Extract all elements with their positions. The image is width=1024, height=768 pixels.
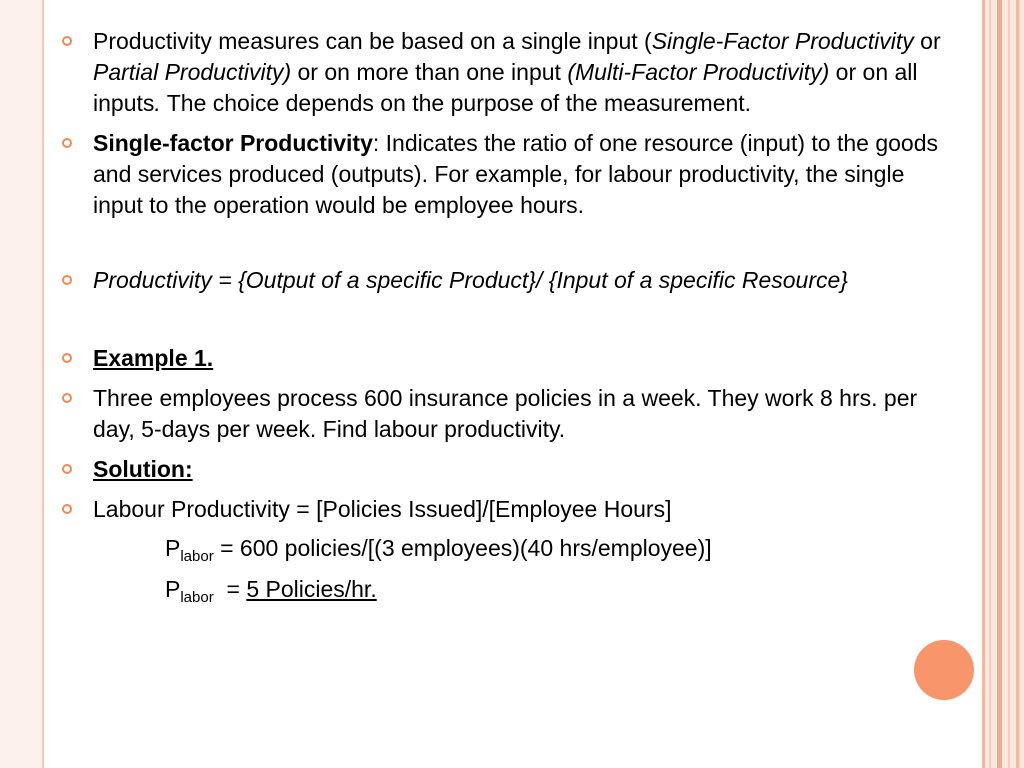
- bullet-icon: [62, 504, 72, 514]
- slide-frame-left: [0, 0, 44, 768]
- bullet-single-factor-productivity: Single-factor Productivity: Indicates the ratio of one resource (input) to the goods and services produced (outputs). For example, for labour productivity, the single input to the operation would be employee hours.: [62, 128, 942, 221]
- frame-stripe: [1008, 0, 1010, 768]
- bullet-icon: [62, 138, 72, 148]
- slide-body: [62, 26, 942, 605]
- bullet-productivity-measures: Productivity measures can be based on a single input (Single-Factor Productivity or Partial Productivity) or on more than one input (Multi-Factor Productivity) or on all inputs. The choice depends on the purpose of the measurement.: [62, 26, 942, 119]
- formula-calculation: $P_{labor} = 600$ policies/[(3 employees)(40 hrs/employee)]: [165, 535, 712, 565]
- bullet-icon: [62, 393, 72, 403]
- bullet-icon: [62, 464, 72, 474]
- frame-stripe: [982, 0, 985, 768]
- bullet-example-heading: Example 1.: [62, 343, 942, 374]
- formula-result: $P_{labor} = 5$ Policies/hr.: [165, 576, 377, 606]
- bullet-icon: [62, 353, 72, 363]
- bullet-icon: [62, 275, 72, 285]
- bullet-productivity-formula: Productivity = {Output of a specific Product}/ {Input of a specific Resource}: [62, 265, 942, 296]
- bullet-labour-productivity-definition: Labour Productivity = [Policies Issued]/[Employee Hours]: [62, 494, 942, 525]
- bullet-example-problem: Three employees process 600 insurance policies in a week. They work 8 hrs. per day, 5-days per week. Find labour productivity.: [62, 383, 942, 445]
- bullet-solution-heading: Solution:: [62, 454, 942, 485]
- decorative-circle: [914, 640, 974, 700]
- frame-stripe: [997, 0, 1002, 768]
- frame-stripe: [1016, 0, 1019, 768]
- frame-stripe: [989, 0, 991, 768]
- bullet-icon: [62, 36, 72, 46]
